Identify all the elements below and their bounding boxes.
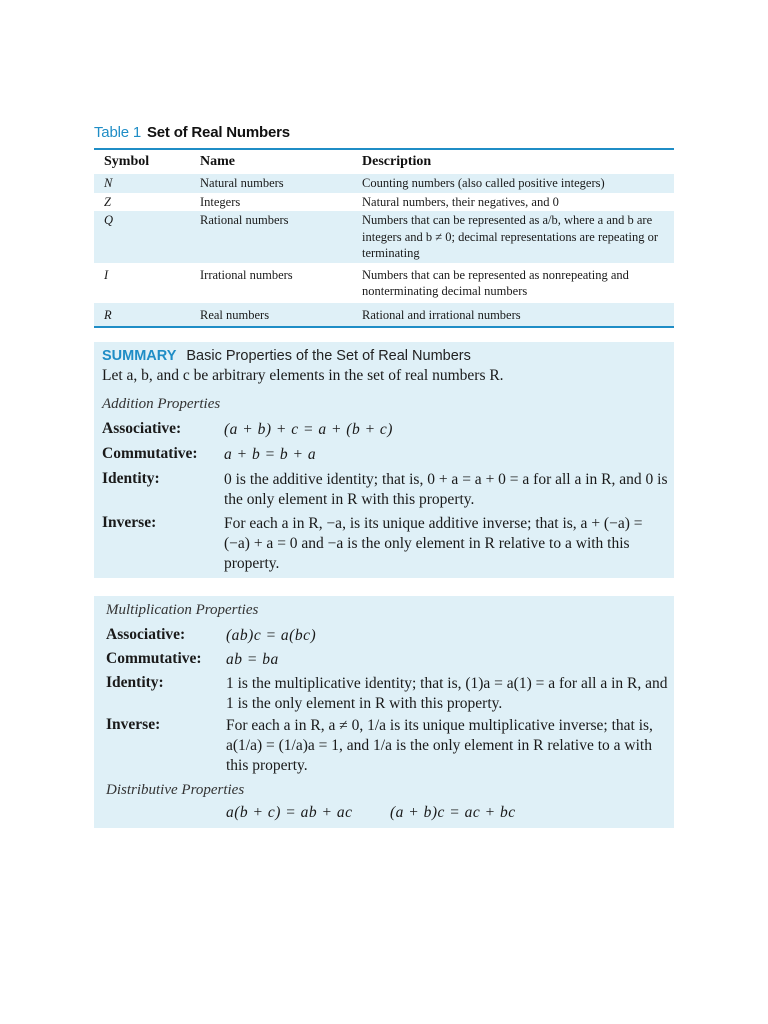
row-symbol: Z bbox=[104, 194, 111, 209]
multiplication-identity-text: 1 is the multiplicative identity; that is, (1)a = a(1) = a for all a in R, and 1 is the only element in R with this property. bbox=[226, 675, 668, 712]
summary-intro: Let a, b, and c be arbitrary elements in the set of real numbers R. bbox=[102, 367, 504, 384]
table-row bbox=[94, 174, 674, 193]
addition-commutative-label: Commutative: bbox=[102, 445, 198, 462]
distributive-heading: Distributive Properties bbox=[106, 782, 245, 798]
row-name: Rational numbers bbox=[200, 211, 362, 263]
multiplication-associative-formula: (ab)c = a(bc) bbox=[226, 627, 317, 644]
addition-associative-label: Associative: bbox=[102, 420, 182, 437]
header-description: Description bbox=[362, 154, 432, 169]
row-name: Irrational numbers bbox=[200, 267, 293, 282]
row-symbol: Q bbox=[94, 211, 200, 263]
multiplication-identity-label: Identity: bbox=[106, 674, 164, 691]
summary-heading bbox=[102, 348, 471, 364]
row-name: Integers bbox=[200, 194, 241, 209]
row-description: Rational and irrational numbers bbox=[362, 303, 674, 328]
row-symbol: R bbox=[94, 303, 200, 328]
row-description: Counting numbers (also called positive integers) bbox=[362, 174, 674, 193]
row-name: Real numbers bbox=[200, 303, 362, 328]
row-description: Natural numbers, their negatives, and 0 bbox=[362, 194, 559, 209]
multiplication-associative-label: Associative: bbox=[106, 626, 186, 643]
addition-commutative-formula: a + b = b + a bbox=[224, 446, 317, 463]
summary-keyword: SUMMARY bbox=[102, 348, 177, 364]
table-name: Set of Real Numbers bbox=[146, 124, 290, 141]
addition-heading: Addition Properties bbox=[102, 396, 221, 412]
addition-associative-formula: (a + b) + c = a + (b + c) bbox=[224, 421, 393, 438]
header-name: Name bbox=[200, 154, 235, 169]
row-symbol: I bbox=[104, 267, 109, 282]
real-numbers-table bbox=[94, 148, 674, 328]
multiplication-commutative-formula: ab = ba bbox=[226, 651, 279, 668]
table-row bbox=[94, 211, 674, 263]
summary-multiplication-panel bbox=[94, 596, 674, 828]
addition-identity-text: 0 is the additive identity; that is, 0 + a = a + 0 = a for all a in R, and 0 is the only element in R with this property. bbox=[224, 471, 668, 508]
table-row bbox=[94, 193, 674, 212]
addition-inverse-label: Inverse: bbox=[102, 514, 157, 531]
multiplication-inverse-label: Inverse: bbox=[106, 716, 161, 733]
multiplication-inverse-text: For each a in R, a ≠ 0, 1/a is its unique multiplicative inverse; that is, a(1/a) = (1/a)a = 1, and 1/a is the only element in R relative to a with this property. bbox=[226, 717, 653, 774]
addition-inverse-text: For each a in R, −a, is its unique additive inverse; that is, a + (−a) = (−a) + a = 0 and −a is the only element in R relative to a with this property. bbox=[224, 515, 643, 572]
header-symbol: Symbol bbox=[104, 154, 150, 169]
summary-addition-panel bbox=[94, 342, 674, 578]
table-title bbox=[94, 124, 290, 141]
distributive-formula-left: a(b + c) = ab + ac bbox=[226, 804, 353, 821]
table-header-row bbox=[94, 149, 674, 174]
multiplication-heading: Multiplication Properties bbox=[106, 602, 259, 618]
addition-identity-label: Identity: bbox=[102, 470, 160, 487]
row-symbol: N bbox=[94, 174, 200, 193]
distributive-formula-right: (a + b)c = ac + bc bbox=[390, 804, 516, 821]
row-name: Natural numbers bbox=[200, 174, 362, 193]
table-number: Table 1 bbox=[94, 124, 141, 141]
row-description: Numbers that can be represented as nonrepeating and nonterminating decimal numbers bbox=[362, 267, 629, 298]
table-row bbox=[94, 303, 674, 328]
multiplication-commutative-label: Commutative: bbox=[106, 650, 202, 667]
summary-title: Basic Properties of the Set of Real Numbers bbox=[186, 348, 471, 364]
row-description: Numbers that can be represented as a/b, where a and b are integers and b ≠ 0; decimal representations are repeating or terminating bbox=[362, 211, 674, 263]
table-row bbox=[94, 263, 674, 303]
